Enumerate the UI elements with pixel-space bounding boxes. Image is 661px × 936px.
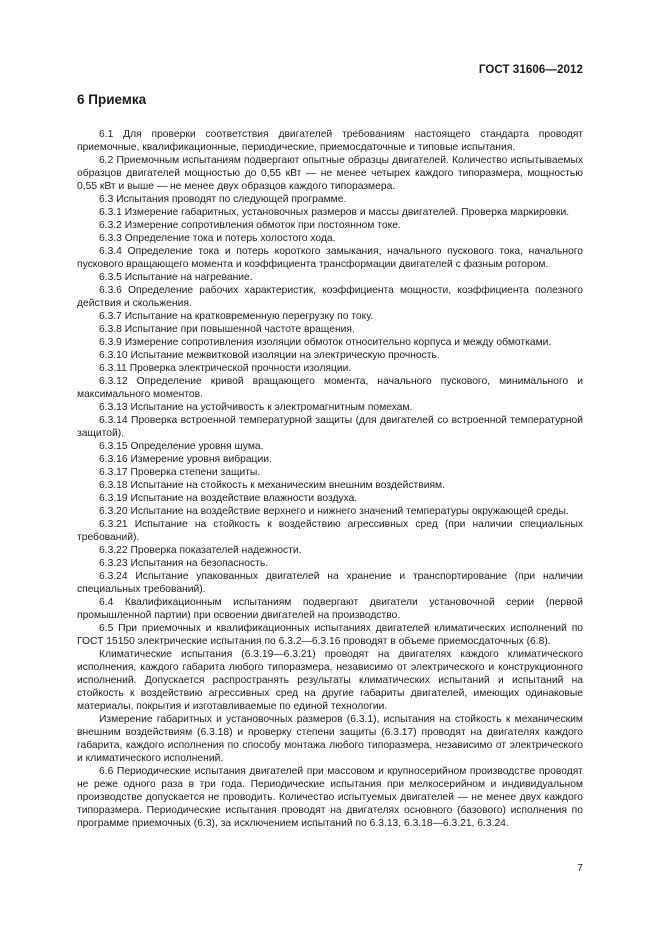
body-paragraph: 6.3.6 Определение рабочих характеристик, коэффициента мощности, коэффициента полезного действия и скольжения. [77,285,583,309]
body-paragraph: 6.3.15 Определение уровня шума. [99,441,264,452]
body-paragraph: Климатические испытания (6.3.19—6.3.21) проводят на двигателях каждого климатического исполнения, каждого габарита любого типоразмера, независимо от электрического и конструкционного исполнений. Допускается распространять результаты климатических испытаний и испытаний на стойкость к воздействию агрессивных сред на другие габариты двигателей, имеющих одинаковые материалы, покрытия и изготавливаемые по единой технологии. [77,649,583,712]
body-paragraph: 6.3.2 Измерение сопротивления обмоток при постоянном токе. [99,220,401,231]
body-paragraph: 6.5 При приемочных и квалификационных испытаниях двигателей климатических исполнений по ГОСТ 15150 электрические испытания по 6.3.2—6.3.16 проводят в объеме приемосдаточных (6.8). [77,623,583,647]
body-paragraph: 6.2 Приемочным испытаниям подвергают опытные образцы двигателей. Количество испытываемых образцов двигателей мощностью до 0,55 кВт — не менее четырех каждого типоразмера, мощностью 0,55 кВт и выше — не менее двух образцов каждого типоразмера. [77,155,583,192]
page-number: 7 [577,862,583,874]
body-paragraph: 6.3.4 Определение тока и потерь короткого замыкания, начального пускового тока, начального пускового вращающего момента и коэффициента трансформации двигателей с фазным ротором. [77,246,583,270]
body-paragraph: 6.3.10 Испытание межвитковой изоляции на электрическую прочность. [99,350,440,361]
document-standard-number: ГОСТ 31606—2012 [478,64,583,76]
section-body [77,128,583,830]
body-paragraph: 6.3.13 Испытание на устойчивость к электромагнитным помехам. [99,402,413,413]
body-paragraph: 6.3.12 Определение кривой вращающего момента, начального пускового, минимального и максимального моментов. [77,376,583,400]
body-paragraph: 6.3.5 Испытание на нагревание. [99,272,253,283]
body-paragraph: Измерение габаритных и установочных размеров (6.3.1), испытания на стойкость к механическим внешним воздействиям (6.3.18) и проверку степени защиты (6.3.17) проводят на двигателях каждого габарита, каждого исполнения по способу монтажа любого типоразмера, независимо от электрического и климатического исполнений. [77,714,583,764]
body-paragraph: 6.3.21 Испытание на стойкость к воздействию агрессивных сред (при наличии специальных требований). [77,519,583,543]
body-paragraph: 6.3.22 Проверка показателей надежности. [99,545,302,556]
body-paragraph: 6.3.14 Проверка встроенной температурной защиты (для двигателей со встроенной температурной защитой). [77,415,583,439]
section-title: 6 Приемка [77,92,147,107]
body-paragraph: 6.3.20 Испытание на воздействие верхнего и нижнего значений температуры окружающей среды. [99,506,569,517]
body-paragraph: 6.1 Для проверки соответствия двигателей требованиям настоящего стандарта проводят приемочные, квалификационные, периодические, приемосдаточные и типовые испытания. [77,129,583,153]
body-paragraph: 6.3.23 Испытания на безопасность. [99,558,269,569]
body-paragraph: 6.3.18 Испытание на стойкость к механическим внешним воздействиям. [99,480,445,491]
body-paragraph: 6.3 Испытания проводят по следующей программе. [99,194,347,205]
body-paragraph: 6.3.19 Испытание на воздействие влажности воздуха. [99,493,358,504]
body-paragraph: 6.3.7 Испытание на кратковременную перегрузку по току. [99,311,374,322]
body-paragraph: 6.3.24 Испытание упакованных двигателей на хранение и транспортирование (при наличии специальных требований). [77,571,583,595]
body-paragraph: 6.3.11 Проверка электрической прочности изоляции. [99,363,352,374]
body-paragraph: 6.3.8 Испытание при повышенной частоте вращения. [99,324,355,335]
body-paragraph: 6.4 Квалификационным испытаниям подвергают двигатели установочной серии (первой промышленной партии) при освоении двигателей на производство. [77,597,583,621]
body-paragraph: 6.6 Периодические испытания двигателей при массовом и крупносерийном производстве проводят не реже одного раза в три года. Периодические испытания при мелкосерийном и индивидуальном производстве допускается не проводить. Количество испытуемых двигателей — не менее двух каждого типоразмера. Периодические испытания проводят на двигателях основного (базового) исполнения по программе приемочных (6.3), за исключением испытаний по 6.3.13, 6.3.18—6.3.21, 6.3.24. [77,766,583,829]
body-paragraph: 6.3.3 Определение тока и потерь холостого хода. [99,233,336,244]
body-paragraph: 6.3.1 Измерение габаритных, установочных размеров и массы двигателей. Проверка маркировки. [99,207,570,218]
body-paragraph: 6.3.16 Измерение уровня вибрации. [99,454,272,465]
body-paragraph: 6.3.9 Измерение сопротивления изоляции обмоток относительно корпуса и между обмотками. [99,337,552,348]
body-paragraph: 6.3.17 Проверка степени защиты. [99,467,261,478]
